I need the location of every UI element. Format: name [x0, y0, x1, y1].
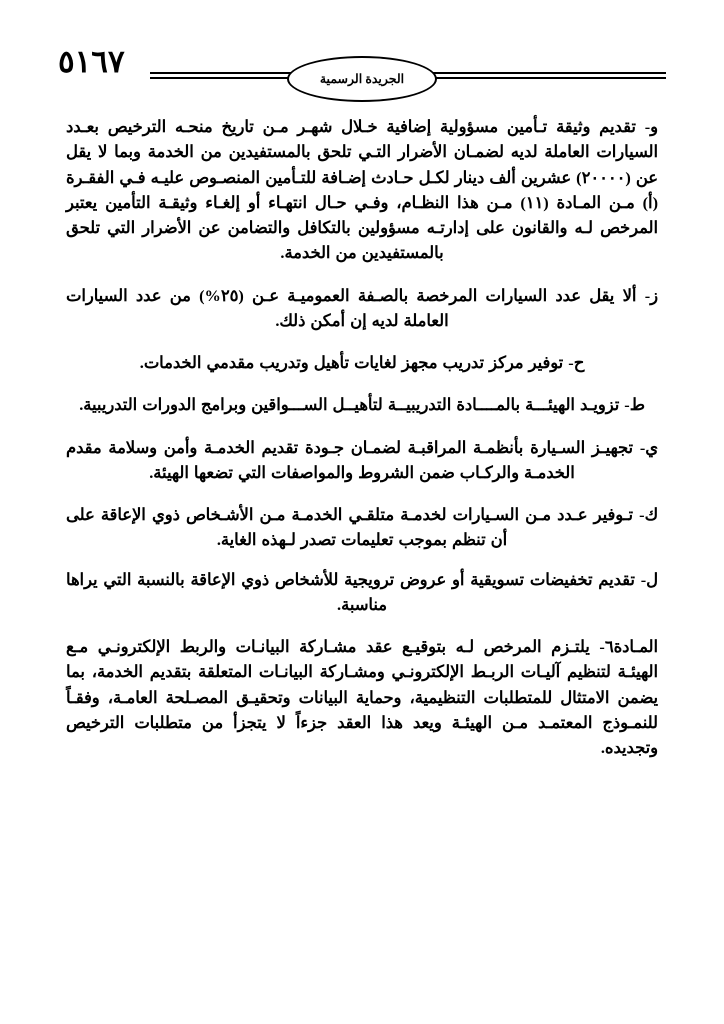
official-gazette-seal-label: الجريدة الرسمية [319, 72, 405, 86]
clause-waw: و- تقديم وثيقة تـأمين مسؤولية إضافية خـلال شهـر مـن تاريخ منحـه الترخيص بعـدد السيارات العاملة لديه لضمـان الأضرار التـي تلحق بالمستفيدين من الخدمة وبما لا يقل عن (٢٠٠٠٠) عشرين ألف دينار لكـل حـادث إضـافة للتـأمين المنصـوص عليـه فـي الفقـرة (أ) مـن المـادة (١١) مـن هذا النظـام، وفـي حـال انتهـاء أو إلغـاء وثيقـة التأمين يعتبر المرخص لـه والقانون على إدارتـه مسؤولين بالتكافل والتضامن عن الأضرار التي تلحق بالمستفيدين من الخدمة. [66, 117, 658, 263]
clause-lam: ل- تقديم تخفيضات تسويقية أو عروض ترويجية للأشخاص ذوي الإعاقة بالنسبة التي يراها مناسبة. [66, 569, 658, 614]
clause-yaa: ي- تجهيـز السـيارة بأنظمـة المراقبـة لضمـان جـودة تقديم الخدمـة وأمن وسلامة مقدم الخدمـة والركـاب ضمن الشروط والمواصفات التي تضعها الهيئة. [66, 437, 658, 482]
document-body [58, 114, 666, 760]
clause-taa: ط- تزويـد الهيئـــة بالمــــادة التدريبيــة لتأهيــل الســـواقين وبرامج الدورات التدريبية. [79, 395, 645, 415]
page-number: ٥١٦٧ [58, 44, 125, 79]
article-6: المـادة٦- يلتـزم المرخص لـه بتوقيـع عقد مشـاركة البيانـات والربط الإلكترونـي مـع الهيئـة لتنظيم آليـات الربـط الإلكترونـي ومشـاركة البيانـات المتعلقة بتقديم الخدمة، بما يضمن الامتثال للمتطلبات التنظيمية، وحماية البيانات وتحقيـق المصـلحة العامـة، وفقـاً للنمـوذج المعتمـد مـن الهيئـة ويعد هذا العقد جزءاً لا يتجزأ من متطلبات الترخيص وتجديده. [66, 637, 658, 757]
page-header [58, 0, 666, 86]
clause-haa: ح- توفير مركز تدريب مجهز لغايات تأهيل وتدريب مقدمي الخدمات. [139, 353, 585, 372]
official-gazette-seal [287, 56, 437, 102]
clause-zay: ز- ألا يقل عدد السيارات المرخصة بالصـفة العموميـة عـن (٢٥%) من عدد السيارات العاملة لديه إن أمكن ذلك. [66, 285, 659, 330]
clause-kaf: ك- تـوفير عـدد مـن السـيارات لخدمـة متلقـي الخدمـة مـن الأشـخاص ذوي الإعاقة على أن تنظم بموجب تعليمات تصدر لـهذه الغاية. [66, 505, 658, 550]
